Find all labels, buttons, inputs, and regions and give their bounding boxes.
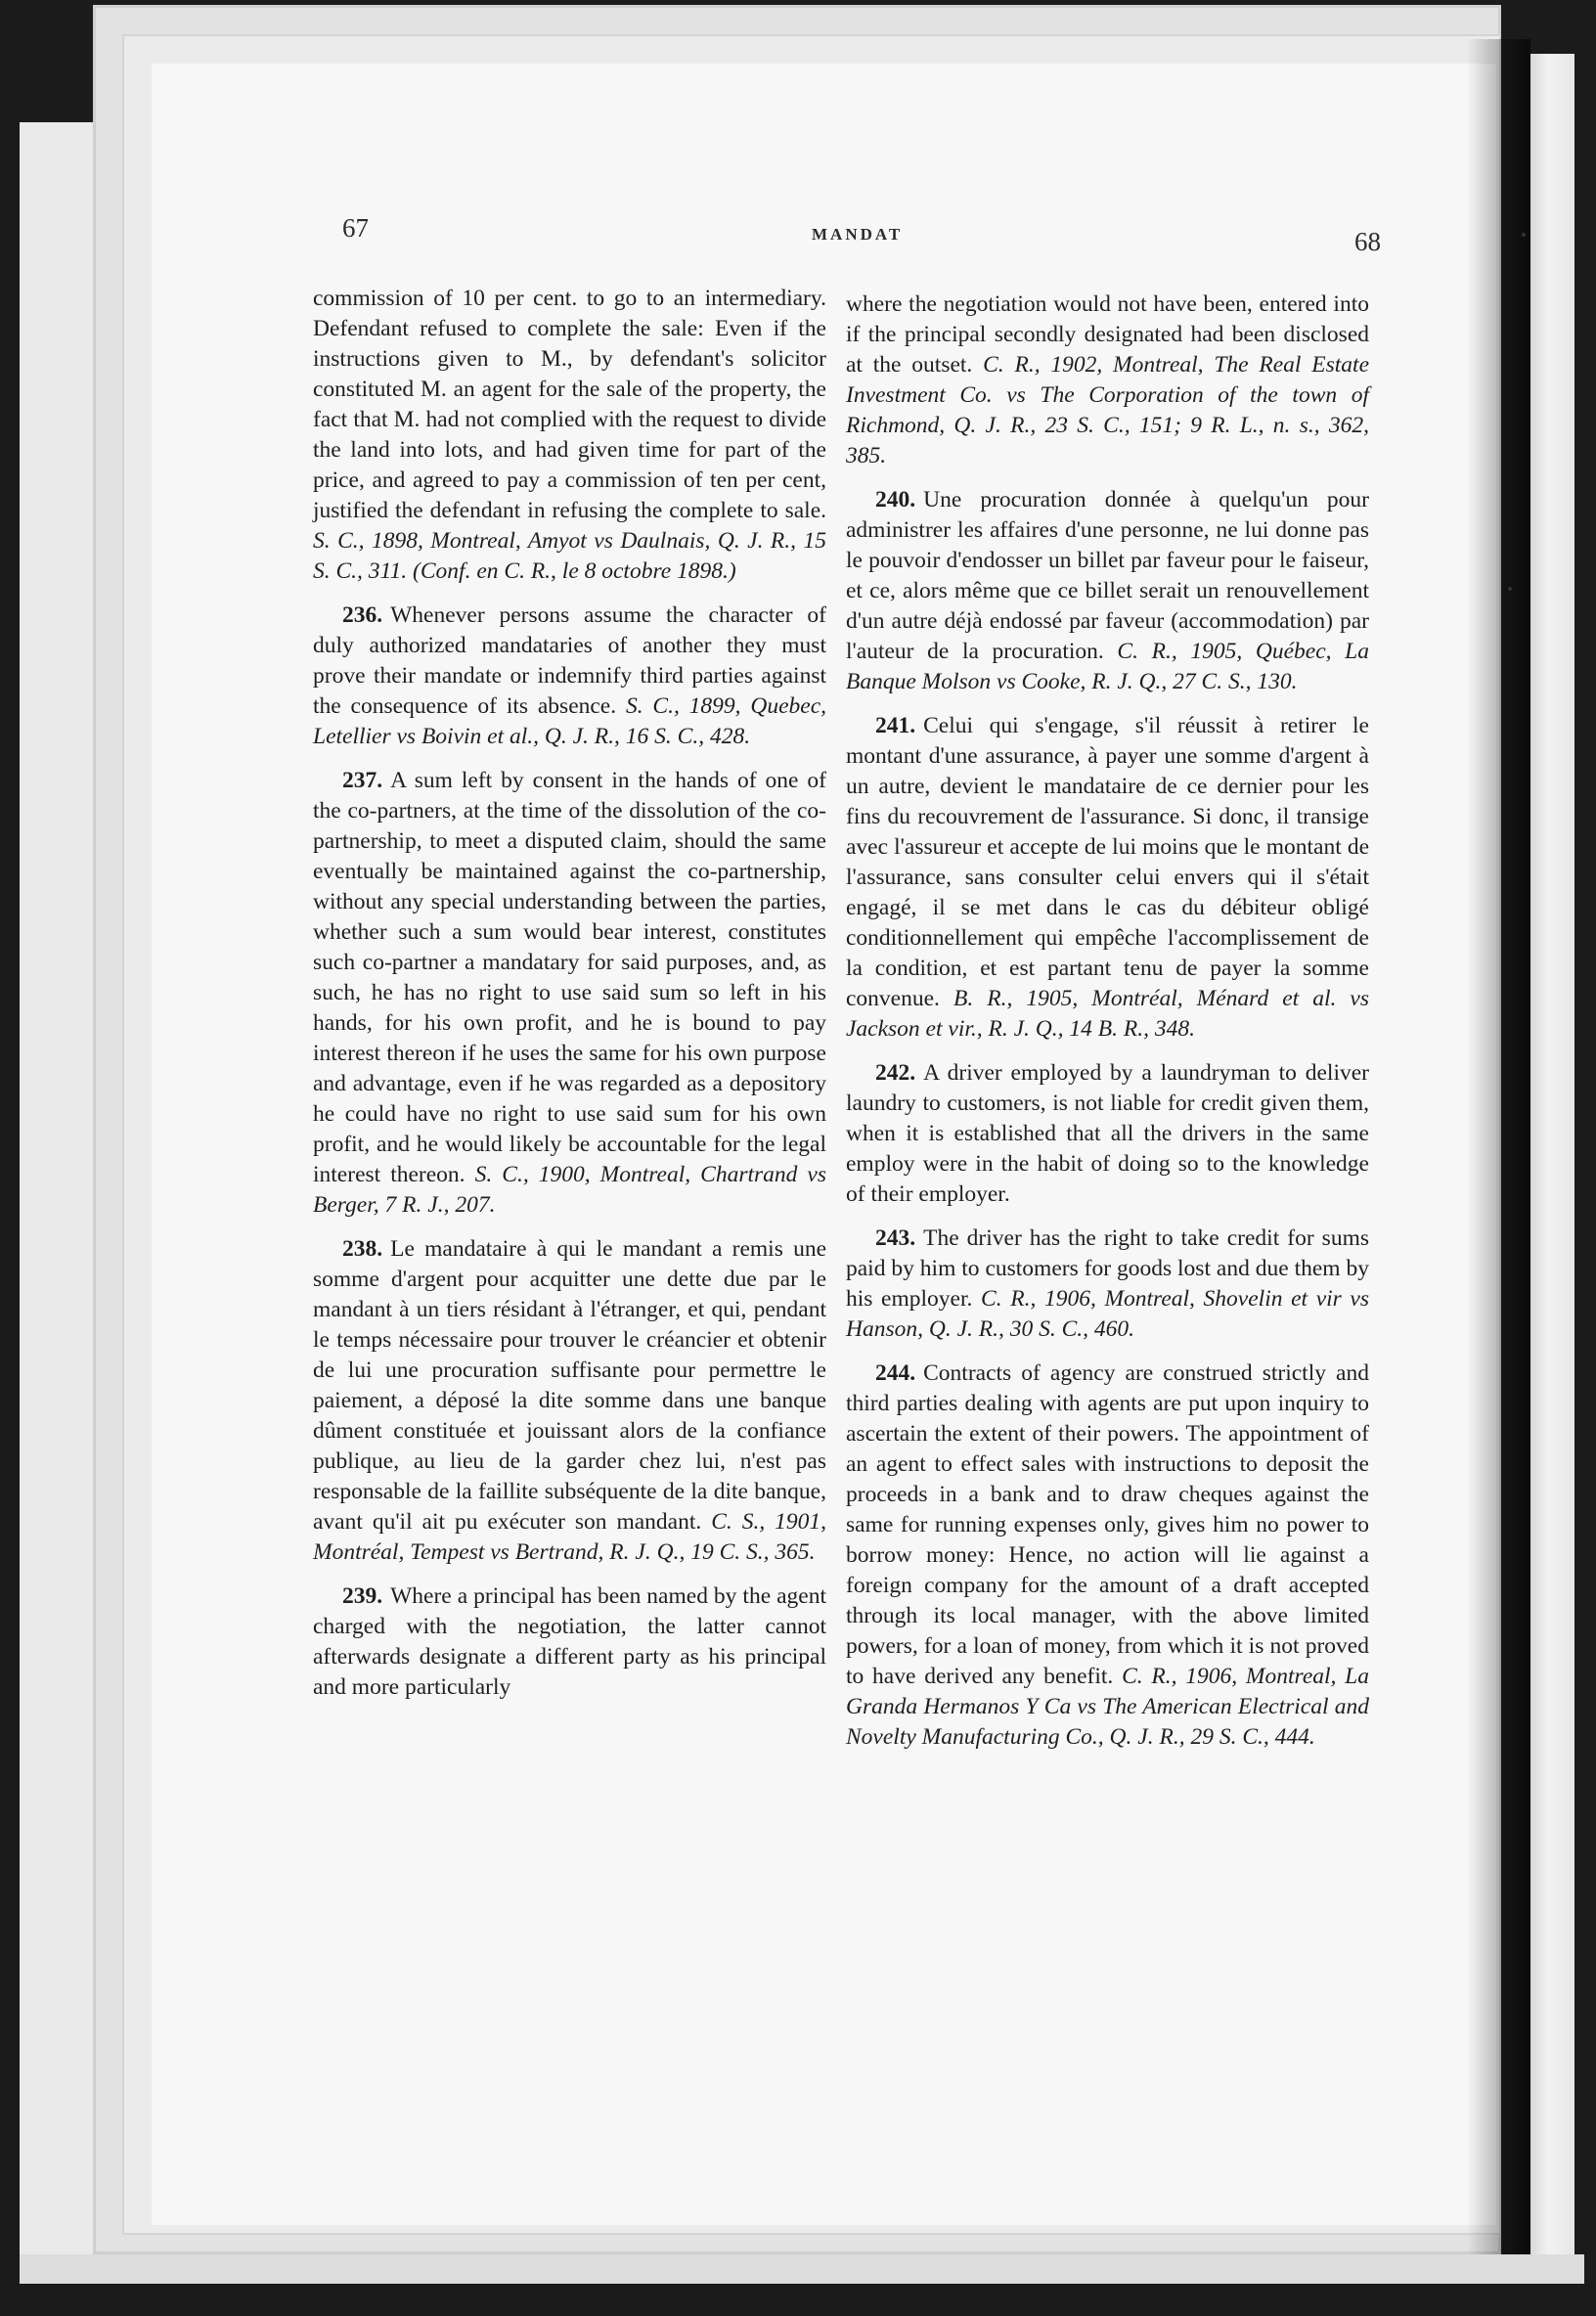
paragraph-236 — [313, 601, 826, 752]
right-column — [846, 290, 1369, 1766]
paragraph-text: Celui qui s'engage, s'il réussit à retirer le montant d'une assurance, à payer une somme d'argent à un autre, devient le mandataire de ce dernier pour les fins du recouvrement de l'assurance. Si donc, il transige avec l'assureur et accepte de lui moins que le montant de l'assurance, sans consulter celui envers qui il s'était engagé, il se met dans le cas du débiteur obligé conditionnellement qui empêche l'accomplissement de la condition, et est partant tenu de payer la somme convenue. — [846, 713, 1369, 1011]
paragraph-text: Where a principal has been named by the agent charged with the negotiation, the latter cannot afterwards designate a different party as his principal and more particularly — [313, 1583, 826, 1700]
paragraph-number: 237. — [342, 768, 383, 793]
paragraph-238 — [313, 1234, 826, 1568]
paragraph-continued — [313, 284, 826, 587]
paragraph-citation: S. C., 1898, Montreal, Amyot vs Daulnais, Q. J. R., 15 S. C., 311. (Conf. en C. R., le 8 octobre 1898.) — [313, 528, 826, 584]
paragraph-number: 241. — [875, 713, 916, 738]
right-page-number: 68 — [1354, 227, 1381, 256]
paragraph-citation: S. C., 1899, Quebec, Letellier vs Boivin et al., Q. J. R., 16 S. C., 428. — [313, 693, 827, 749]
paragraph-239 — [313, 1581, 826, 1703]
paragraph-citation: C. R., 1906, Montreal, Shovelin et vir vs Hanson, Q. J. R., 30 S. C., 460. — [846, 1286, 1370, 1342]
speck — [1508, 587, 1512, 591]
left-page-number: 67 — [342, 213, 369, 243]
paragraph-240 — [846, 485, 1369, 697]
paragraph-number: 240. — [875, 487, 916, 512]
paragraph-number: 238. — [342, 1236, 383, 1262]
paragraph-242 — [846, 1058, 1369, 1210]
paragraph-text: A sum left by consent in the hands of one of the co-partners, at the time of the dissolution of the co-partnership, to meet a disputed claim, should the same eventually be maintained against the co-partnership, without any special understanding between the parties, whether such a sum would bear interest, constitutes such co-partner a mandatary for said purposes, and, as such, he has no right to use said sum so left in his hands, for his own profit, and he is bound to pay interest thereon if he uses the same for his own purpose and advantage, even if he was regarded as a depository he could have no right to use said sum for his own profit, and he would likely be accountable for the legal interest thereon. — [313, 768, 826, 1187]
paragraph-number: 239. — [342, 1583, 383, 1609]
paragraph-number: 243. — [875, 1225, 916, 1251]
paragraph-text: commission of 10 per cent. to go to an intermediary. Defendant refused to complete the sale: Even if the instructions given to M., by defendant's solicitor constituted M. an agent for the sale of the property, the fact that M. had not complied with the request to divide the land into lots, and had given time for part of the price, and agreed to pay a commission of ten per cent, justified the defendant in refusing the complete to sale. — [313, 286, 826, 523]
paragraph-citation: S. C., 1900, Montreal, Chartrand vs Berger, 7 R. J., 207. — [313, 1162, 827, 1218]
paragraph-text: Contracts of agency are construed strictly and third parties dealing with agents are put upon inquiry to ascertain the extent of their powers. The appointment of an agent to effect sales with instructions to deposit the proceeds in a bank and to draw cheques against the same for running expenses only, gives him no power to borrow money: Hence, no action will lie against a foreign company for the amount of a draft accepted through its local manager, with the above limited powers, for a loan of money, from which it is not proved to have derived any benefit. — [846, 1360, 1369, 1689]
speck — [1522, 233, 1526, 237]
binding-shadow — [1467, 39, 1530, 2279]
paragraph-text: Le mandataire à qui le mandant a remis une somme d'argent pour acquitter une dette due par le mandant à un tiers résidant à l'étranger, et qui, pendant le temps nécessaire pour trouver le créancier et obtenir de lui une procuration suffisante pour permettre le paiement, a déposé la dite somme dans une banque dûment constituée et jouissant alors de la confiance publique, au lieu de la garder chez lui, n'est pas responsable de la faillite subséquente de la dite banque, avant qu'il ait pu exécuter son mandant. — [313, 1236, 826, 1535]
running-title: MANDAT — [812, 225, 904, 244]
paragraph-citation: C. R., 1906, Montreal, La Granda Hermanos Y Ca vs The American Electrical and Novelty Manufacturing Co., Q. J. R., 29 S. C., 444. — [846, 1664, 1369, 1750]
paragraph-237 — [313, 766, 826, 1221]
facing-page-edge — [1530, 54, 1574, 2279]
paragraph-244 — [846, 1358, 1369, 1753]
paragraph-number: 236. — [342, 602, 383, 628]
paragraph-number: 244. — [875, 1360, 916, 1386]
paragraph-number: 242. — [875, 1060, 916, 1086]
paragraph-citation: B. R., 1905, Montréal, Ménard et al. vs Jackson et vir., R. J. Q., 14 B. R., 348. — [846, 986, 1370, 1042]
left-column — [313, 284, 826, 1716]
paragraph-citation: C. R., 1905, Québec, La Banque Molson vs Cooke, R. J. Q., 27 C. S., 130. — [846, 639, 1369, 694]
paragraph-243 — [846, 1224, 1369, 1345]
bottom-page-edge — [20, 2254, 1584, 2284]
paragraph-241 — [846, 711, 1369, 1045]
paragraph-text: A driver employed by a laundryman to deliver laundry to customers, is not liable for credit given them, when it is established that all the drivers in the same employ were in the habit of doing so to the knowledge of their employer. — [846, 1060, 1369, 1207]
paragraph-continued — [846, 290, 1369, 471]
paragraph-text: where the negotiation would not have been, entered into if the principal secondly designated had been disclosed at the outset. — [846, 291, 1369, 378]
paragraph-citation: C. S., 1901, Montréal, Tempest vs Bertrand, R. J. Q., 19 C. S., 365. — [313, 1509, 827, 1565]
paragraph-citation: C. R., 1902, Montreal, The Real Estate Investment Co. vs The Corporation of the town of Richmond, Q. J. R., 23 S. C., 151; 9 R. L., n. s., 362, 385. — [846, 352, 1369, 468]
paragraph-text: Whenever persons assume the character of duly authorized mandataries of another they must prove their mandate or indemnify third parties against the consequence of its absence. — [313, 602, 826, 719]
paragraph-text: The driver has the right to take credit for sums paid by him to customers for goods lost and due them by his employer. — [846, 1225, 1369, 1312]
paragraph-text: Une procuration donnée à quelqu'un pour administrer les affaires d'une personne, ne lui donne pas le pouvoir d'endosser un billet par faveur pour le faiseur, et ce, alors même que ce billet serait un renouvellement d'un autre déjà endossé par faveur (accommodation) par l'auteur de la procuration. — [846, 487, 1369, 664]
